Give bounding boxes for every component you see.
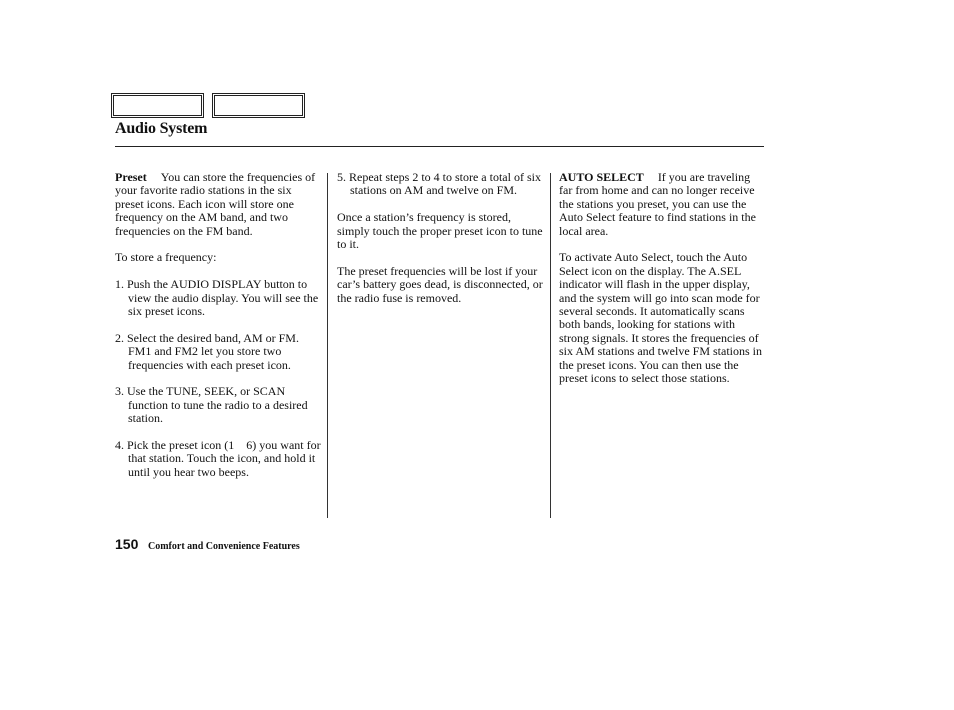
column-divider-2 (550, 173, 551, 518)
header-tab-box-right (212, 93, 305, 118)
column-divider-1 (327, 173, 328, 518)
step-5: 5. Repeat steps 2 to 4 to store a total of six stations on AM and twelve on FM. (337, 170, 541, 198)
title-rule (115, 146, 764, 147)
step-3: 3. Use the TUNE, SEEK, or SCAN function to tune the radio to a desired station. (115, 384, 308, 426)
preset-paragraph (115, 171, 321, 238)
step-2: 2. Select the desired band, AM or FM. FM1 and FM2 let you store two frequencies with each preset icon. (115, 330, 299, 372)
preset-lead: Preset (115, 170, 147, 184)
section-name: Comfort and Convenience Features (148, 541, 300, 552)
activate-paragraph: To activate Auto Select, touch the Auto Select icon on the display. The A.SEL indicator will flash in the upper display, and the system will go into scan mode for several seconds. It automatically scans both bands, looking for stations with strong signals. It stores the frequencies of six AM stations and twelve FM stations in the preset icons. You can then use the preset icons to select those stations. (559, 250, 763, 386)
page-title: Audio System (115, 120, 208, 137)
lost-paragraph: The preset frequencies will be lost if your car’s battery goes dead, is disconnected, or the radio fuse is removed. (337, 263, 543, 305)
step-1: 1. Push the AUDIO DISPLAY button to view the audio display. You will see the six preset icons. (115, 277, 319, 319)
page-number: 150 (115, 536, 139, 552)
text-column-2 (337, 171, 543, 318)
stored-paragraph: Once a station’s frequency is stored, simply touch the proper preset icon to tune to it. (337, 210, 543, 252)
auto-select-body: If you are traveling far from home and can no longer receive the stations you preset, you can use the Auto Select feature to find stations in the local area. (559, 170, 756, 238)
auto-select-paragraph (559, 171, 764, 238)
step-4: 4. Pick the preset icon (1 6) you want for that station. Touch the icon, and hold it until you hear two beeps. (115, 438, 321, 479)
to-store-paragraph: To store a frequency: (115, 250, 217, 265)
text-column-3 (559, 171, 764, 399)
auto-select-lead: AUTO SELECT (559, 170, 644, 184)
preset-body: You can store the frequencies of your favorite radio stations in the six preset icons. Each icon will store one frequency on the AM band, and two frequencies on the FM band. (115, 170, 316, 238)
header-tab-box-left (111, 93, 204, 118)
text-column-1 (115, 171, 321, 493)
